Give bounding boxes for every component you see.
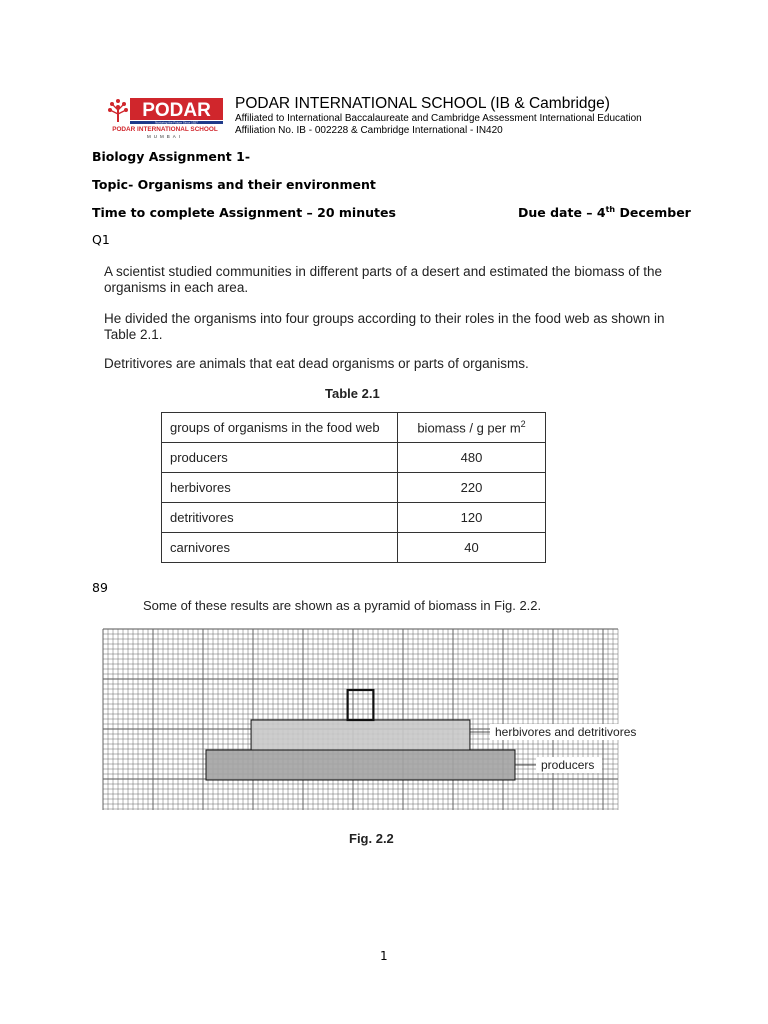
svg-text:Nurturing the Future Since 192: Nurturing the Future Since 1927: [155, 120, 198, 125]
bar-herbivores-detritivores: [251, 720, 470, 750]
table-cell: 480: [398, 443, 546, 473]
svg-text:MUMBAI: MUMBAI: [147, 134, 183, 139]
table-cell: carnivores: [162, 533, 398, 563]
table-header-cell: groups of organisms in the food web: [162, 413, 398, 443]
table-header-cell: biomass / g per $m^2$: [398, 413, 546, 443]
table-cell: 40: [398, 533, 546, 563]
question-paragraph-3: Detritivores are animals that eat dead organisms or parts of organisms.: [104, 356, 529, 371]
affiliation-line: Affiliated to International Baccalaureate and Cambridge Assessment International Education: [235, 113, 642, 124]
question-paragraph-1: A scientist studied communities in different parts of a desert and estimated the biomass of the organisms in each area.: [104, 264, 663, 295]
table-cell: detritivores: [162, 503, 398, 533]
table-cell: 120: [398, 503, 546, 533]
pyramid-intro: Some of these results are shown as a pyramid of biomass in Fig. 2.2.: [143, 598, 542, 613]
due-date: Due date – 4th December: [518, 205, 691, 221]
affiliation-number: Affiliation No. IB - 002228 & Cambridge International - IN420: [235, 125, 503, 136]
assignment-title: Biology Assignment 1-: [92, 149, 251, 164]
bar-label-herbivores-detritivores: herbivores and detritivores: [495, 725, 637, 739]
table-title: Table 2.1: [325, 386, 380, 401]
table-cell: producers: [162, 443, 398, 473]
bar-producers: [206, 750, 515, 780]
bar-label-producers: producers: [541, 758, 595, 772]
page-number: 1: [380, 949, 388, 963]
assignment-topic: Topic- Organisms and their environment: [92, 177, 376, 192]
marks-value: 89: [92, 580, 108, 595]
figure-caption: Fig. 2.2: [349, 831, 394, 846]
question-paragraph-2: He divided the organisms into four groups according to their roles in the food web as shown in Table 2.1.: [104, 311, 665, 342]
school-name: PODAR INTERNATIONAL SCHOOL (IB & Cambridge): [235, 95, 610, 112]
assignment-time: Time to complete Assignment – 20 minutes: [92, 205, 396, 220]
table-cell: herbivores: [162, 473, 398, 503]
question-label: Q1: [92, 232, 110, 247]
table-cell: 220: [398, 473, 546, 503]
svg-text:PODAR INTERNATIONAL SCHOOL: PODAR INTERNATIONAL SCHOOL: [112, 126, 218, 133]
svg-text:PODAR: PODAR: [142, 100, 211, 121]
